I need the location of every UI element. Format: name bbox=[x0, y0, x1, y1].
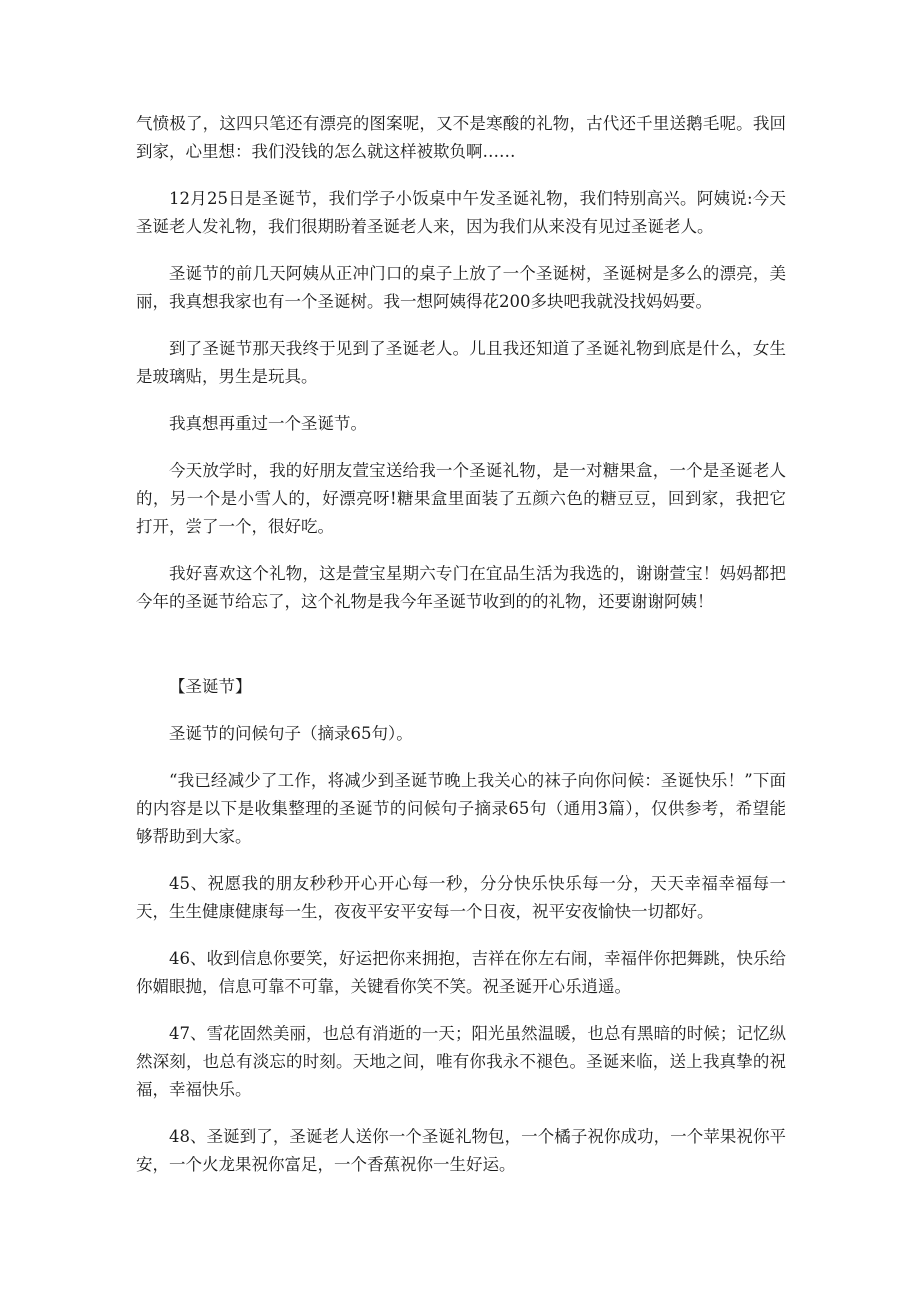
section-heading: 【圣诞节】 bbox=[169, 677, 252, 696]
paragraph: 到了圣诞节那天我终于见到了圣诞老人。儿且我还知道了圣诞礼物到底是什么，女生是玻璃贴，男生是玩具。 bbox=[136, 339, 786, 386]
paragraph: 圣诞节的前几天阿姨从正冲门口的桌子上放了一个圣诞树，圣诞树是多么的漂亮，美丽，我真想我家也有一个圣诞树。我一想阿姨得花200多块吧我就没找妈妈要。 bbox=[136, 264, 786, 311]
greeting-item: 48、圣诞到了，圣诞老人送你一个圣诞礼物包，一个橘子祝你成功，一个苹果祝你平安，一个火龙果祝你富足，一个香蕉祝你一生好运。 bbox=[136, 1127, 786, 1174]
greeting-item: 45、祝愿我的朋友秒秒开心开心每一秒，分分快乐快乐每一分，天天幸福幸福每一天，生生健康健康每一生，夜夜平安平安每一个日夜，祝平安夜愉快一切都好。 bbox=[136, 874, 786, 921]
paragraph: 我好喜欢这个礼物，这是萱宝星期六专门在宜品生活为我选的，谢谢萱宝！妈妈都把今年的圣诞节给忘了，这个礼物是我今年圣诞节收到的的礼物，还要谢谢阿姨！ bbox=[136, 564, 786, 611]
paragraph: 我真想再重过一个圣诞节。 bbox=[169, 414, 367, 433]
greeting-item: 47、雪花固然美丽，也总有消逝的一天；阳光虽然温暖，也总有黑暗的时候；记忆纵然深刻，也总有淡忘的时刻。天地之间，唯有你我永不褪色。圣诞来临，送上我真挚的祝福，幸福快乐。 bbox=[136, 1024, 786, 1099]
section-spacer bbox=[136, 635, 786, 673]
paragraph: 气愤极了，这四只笔还有漂亮的图案呢，又不是寒酸的礼物，古代还千里送鹅毛呢。我回到家，心里想：我们没钱的怎么就这样被欺负啊…… bbox=[136, 114, 786, 161]
intro-paragraph: “我已经减少了工作，将减少到圣诞节晚上我关心的袜子向你问候：圣诞快乐！”下面的内容是以下是收集整理的圣诞节的问候句子摘录65句（通用3篇），仅供参考，希望能够帮助到大家。 bbox=[136, 771, 786, 846]
document-body bbox=[136, 110, 786, 1198]
paragraph: 12月25日是圣诞节，我们学子小饭桌中午发圣诞礼物，我们特别高兴。阿姨说:今天圣诞老人发礼物，我们很期盼着圣诞老人来，因为我们从来没有见过圣诞老人。 bbox=[136, 189, 786, 236]
subtitle: 圣诞节的问候句子（摘录65句）。 bbox=[169, 724, 413, 743]
paragraph: 今天放学时，我的好朋友萱宝送给我一个圣诞礼物，是一对糖果盒，一个是圣诞老人的，另一个是小雪人的，好漂亮呀!糖果盒里面装了五颜六色的糖豆豆，回到家，我把它打开，尝了一个，很好吃。 bbox=[136, 461, 786, 536]
greeting-item: 46、收到信息你要笑，好运把你来拥抱，吉祥在你左右闹，幸福伴你把舞跳，快乐给你媚眼抛，信息可靠不可靠，关键看你笑不笑。祝圣诞开心乐逍遥。 bbox=[136, 949, 786, 996]
